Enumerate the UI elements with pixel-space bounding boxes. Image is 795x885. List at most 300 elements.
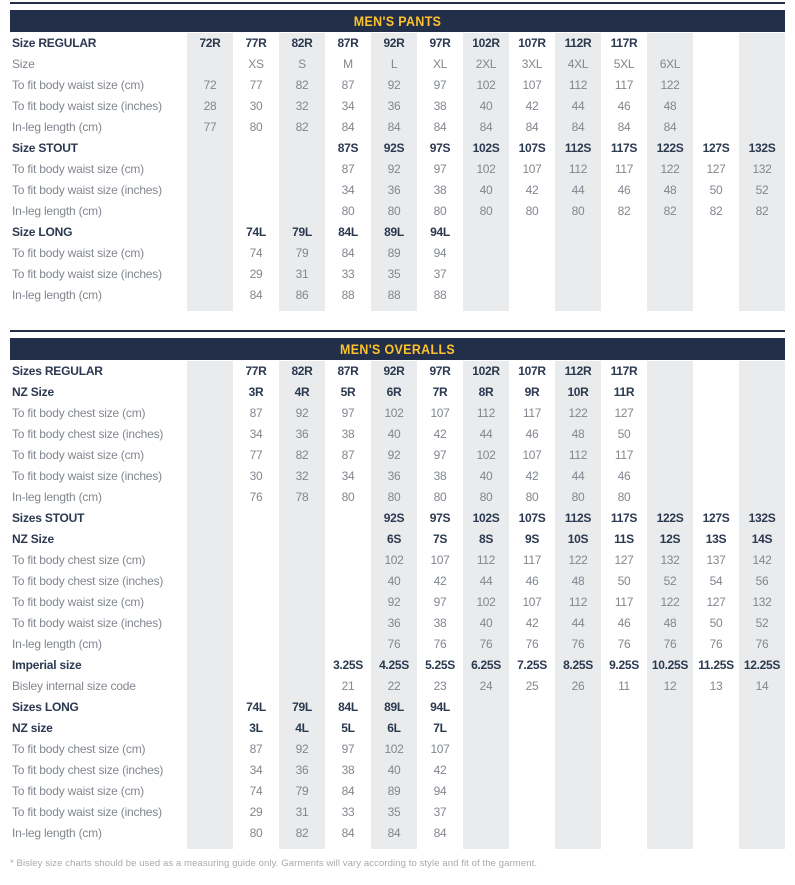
size-cell: 92 [371, 445, 417, 466]
size-cell [187, 802, 233, 823]
size-cell [279, 180, 325, 201]
size-cell: 3R [248, 385, 264, 399]
size-cell [739, 487, 785, 508]
size-cell: 94L [430, 225, 450, 239]
size-cell: 80 [341, 490, 355, 504]
size-cell: 92S [371, 508, 417, 529]
size-cell: 102 [463, 445, 509, 466]
size-cell [739, 117, 785, 138]
size-cell: 74L [246, 225, 266, 239]
size-cell [187, 138, 233, 159]
row-label: In-leg length (cm) [12, 826, 102, 840]
size-cell: 44 [555, 466, 601, 487]
size-cell [279, 571, 325, 592]
size-cell [693, 403, 739, 424]
size-cell: 52 [647, 571, 693, 592]
row-label: To fit body chest size (cm) [12, 406, 146, 420]
size-cell: 80 [463, 201, 509, 222]
size-cell: 12 [647, 676, 693, 697]
row-label: NZ size [12, 721, 53, 735]
size-cell [279, 613, 325, 634]
size-cell [647, 424, 693, 445]
size-cell [647, 844, 693, 849]
size-cell: 23 [433, 679, 447, 693]
size-cell: 142 [739, 550, 785, 571]
mens-pants-table-body [10, 33, 785, 311]
size-group-row [10, 529, 785, 550]
size-cell [693, 466, 739, 487]
size-cell: 87R [337, 364, 359, 378]
size-cell: 9S [524, 532, 540, 546]
row-label: Sizes REGULAR [12, 364, 103, 378]
size-cell: M [343, 57, 353, 71]
size-cell: 38 [433, 183, 447, 197]
size-cell: 50 [617, 574, 631, 588]
footnote: * Bisley size charts should be used as a measuring guide only. Garments will vary according to style and fit of the garment. [10, 858, 538, 869]
size-cell: 32 [279, 96, 325, 117]
size-cell: 46 [525, 427, 539, 441]
row-label: Size STOUT [12, 141, 78, 155]
size-cell [233, 529, 279, 550]
size-cell [279, 676, 325, 697]
size-cell: 4XL [555, 54, 601, 75]
size-cell: 31 [279, 264, 325, 285]
size-cell [555, 264, 601, 285]
size-cell: 84L [338, 225, 358, 239]
size-cell [187, 201, 233, 222]
size-cell: 80 [341, 204, 355, 218]
size-cell [463, 306, 509, 311]
size-cell [279, 159, 325, 180]
size-cell: 76 [525, 637, 539, 651]
size-cell: 97 [433, 595, 447, 609]
size-cell: 82 [739, 201, 785, 222]
size-cell: 107R [518, 36, 546, 50]
size-cell: 46 [617, 469, 631, 483]
size-cell [187, 739, 233, 760]
size-cell [647, 243, 693, 264]
size-cell: 10R [555, 382, 601, 403]
size-cell: 35 [371, 802, 417, 823]
size-cell: 74L [246, 700, 266, 714]
size-cell: 77R [245, 364, 267, 378]
size-cell [693, 802, 739, 823]
size-cell: 3L [249, 721, 263, 735]
size-cell: L [371, 54, 417, 75]
size-cell: 36 [371, 180, 417, 201]
size-cell: 87R [337, 36, 359, 50]
size-cell: 76 [647, 634, 693, 655]
size-cell [509, 285, 555, 306]
size-cell [187, 697, 233, 718]
size-cell [693, 424, 739, 445]
size-cell: 6S [371, 529, 417, 550]
size-cell: 87 [341, 448, 355, 462]
size-cell: 97S [429, 511, 451, 525]
size-cell: 77 [249, 448, 263, 462]
size-cell [463, 781, 509, 802]
size-cell: 117 [614, 78, 634, 92]
size-cell: 40 [463, 613, 509, 634]
size-cell [555, 285, 601, 306]
size-cell [555, 718, 601, 739]
size-cell: 42 [525, 616, 539, 630]
table-top-rule [10, 330, 785, 332]
size-cell: 9.25S [609, 658, 639, 672]
size-cell: 42 [525, 183, 539, 197]
measurement-row [10, 634, 785, 655]
size-cell [325, 508, 371, 529]
size-cell [693, 781, 739, 802]
size-cell [739, 424, 785, 445]
measurement-row [10, 75, 785, 96]
size-cell [693, 75, 739, 96]
size-cell: 42 [525, 99, 539, 113]
size-cell [739, 54, 785, 75]
mens-overalls-header-bar [10, 338, 785, 360]
size-cell [187, 613, 233, 634]
size-cell: 97 [341, 742, 355, 756]
size-cell [739, 781, 785, 802]
size-cell [187, 243, 233, 264]
size-cell [509, 243, 555, 264]
size-cell [187, 445, 233, 466]
row-label: Sizes LONG [12, 700, 79, 714]
size-cell: 56 [739, 571, 785, 592]
size-cell: 88 [433, 288, 447, 302]
row-label: Imperial size [12, 658, 82, 672]
size-cell: 48 [555, 424, 601, 445]
row-label: To fit body waist size (cm) [12, 246, 144, 260]
size-cell: 102S [463, 508, 509, 529]
size-cell: 76 [555, 634, 601, 655]
row-label: To fit body waist size (inches) [12, 469, 162, 483]
size-cell [693, 382, 739, 403]
size-cell [233, 138, 279, 159]
size-cell: 44 [555, 96, 601, 117]
row-label: To fit body waist size (cm) [12, 448, 144, 462]
size-cell [647, 781, 693, 802]
size-cell: 88 [371, 285, 417, 306]
size-cell: 84 [341, 826, 355, 840]
size-cell: 84 [371, 117, 417, 138]
size-cell [693, 33, 739, 54]
size-cell: 102 [463, 75, 509, 96]
size-cell [693, 285, 739, 306]
size-cell: 11 [618, 679, 630, 693]
size-cell [187, 718, 233, 739]
size-cell: 117 [614, 162, 634, 176]
size-cell [509, 760, 555, 781]
size-cell: 11.25S [698, 658, 734, 672]
size-cell [187, 844, 233, 849]
size-cell [233, 508, 279, 529]
size-cell: 78 [279, 487, 325, 508]
size-cell: 132 [647, 550, 693, 571]
size-cell [187, 571, 233, 592]
size-cell: 5.25S [425, 658, 455, 672]
table-title: MEN'S OVERALLS [339, 341, 456, 357]
row-label: To fit body waist size (inches) [12, 267, 162, 281]
size-cell: 36 [371, 466, 417, 487]
size-cell: 46 [617, 99, 631, 113]
size-cell: 52 [739, 613, 785, 634]
measurement-row [10, 117, 785, 138]
size-cell: 112R [555, 361, 601, 382]
size-cell: 117R [610, 36, 638, 50]
size-cell [463, 285, 509, 306]
measurement-row [10, 823, 785, 844]
row-label: To fit body chest size (cm) [12, 553, 146, 567]
size-cell: 14 [739, 676, 785, 697]
size-cell: 7R [432, 385, 448, 399]
size-cell: 76 [617, 637, 631, 651]
size-group-row [10, 33, 785, 54]
size-cell: 97R [429, 36, 451, 50]
size-cell: 9R [524, 385, 540, 399]
size-cell [509, 306, 555, 311]
size-cell: 7S [432, 532, 448, 546]
size-cell: 82R [279, 33, 325, 54]
size-cell: 12.25S [739, 655, 785, 676]
size-cell [325, 613, 371, 634]
size-cell [279, 592, 325, 613]
size-cell [601, 823, 647, 844]
size-cell: 102R [463, 361, 509, 382]
size-group-row [10, 697, 785, 718]
size-cell [233, 844, 279, 849]
size-cell [601, 739, 647, 760]
size-cell: 82 [279, 75, 325, 96]
size-cell: XS [248, 57, 264, 71]
row-label [10, 844, 187, 849]
size-cell: 48 [647, 613, 693, 634]
size-cell: 34 [341, 99, 355, 113]
size-cell: 82 [709, 204, 723, 218]
size-cell: 132 [739, 592, 785, 613]
size-cell: 92S [371, 138, 417, 159]
size-cell: 112S [555, 138, 601, 159]
size-cell [325, 550, 371, 571]
size-cell: 102 [463, 592, 509, 613]
size-cell: 117 [522, 406, 542, 420]
size-cell [233, 550, 279, 571]
size-cell [693, 96, 739, 117]
size-cell: 107 [522, 162, 542, 176]
measurement-row [10, 760, 785, 781]
size-cell [693, 718, 739, 739]
size-cell [739, 222, 785, 243]
measurement-row [10, 285, 785, 306]
size-cell: 5L [341, 721, 355, 735]
size-cell [601, 718, 647, 739]
measurement-row [10, 424, 785, 445]
size-cell: 89L [371, 697, 417, 718]
size-cell [647, 222, 693, 243]
row-label: Size REGULAR [12, 36, 97, 50]
size-cell [233, 613, 279, 634]
size-cell [233, 592, 279, 613]
size-cell [555, 823, 601, 844]
row-label: Size [12, 57, 35, 71]
size-cell: 122 [555, 550, 601, 571]
size-cell [601, 222, 647, 243]
size-cell: 3XL [521, 57, 543, 71]
size-cell [325, 592, 371, 613]
row-label: To fit body waist size (cm) [12, 595, 144, 609]
mens-overalls-table [10, 330, 785, 849]
row-label: Sizes STOUT [12, 511, 85, 525]
row-label: To fit body waist size (cm) [12, 78, 144, 92]
size-cell [739, 445, 785, 466]
size-cell: 28 [187, 96, 233, 117]
size-cell: 102 [371, 550, 417, 571]
size-cell: 94 [433, 784, 447, 798]
size-cell [693, 445, 739, 466]
size-cell [601, 802, 647, 823]
size-cell: 6L [371, 718, 417, 739]
measurement-row [10, 96, 785, 117]
size-cell [693, 760, 739, 781]
size-cell [693, 264, 739, 285]
size-cell [187, 529, 233, 550]
size-cell [325, 634, 371, 655]
size-cell [417, 306, 463, 311]
size-cell [601, 306, 647, 311]
size-cell: 80 [617, 490, 631, 504]
size-cell [279, 655, 325, 676]
size-cell: 107S [518, 511, 546, 525]
size-cell: 5XL [613, 57, 635, 71]
size-cell [187, 382, 233, 403]
size-cell: 35 [371, 264, 417, 285]
size-cell: 84 [555, 117, 601, 138]
size-cell: 13 [709, 679, 723, 693]
size-cell [647, 739, 693, 760]
size-cell [463, 264, 509, 285]
size-cell [187, 823, 233, 844]
size-cell [233, 180, 279, 201]
size-cell: 89L [371, 222, 417, 243]
size-cell: 40 [463, 96, 509, 117]
size-cell [739, 96, 785, 117]
mens-pants-table [10, 0, 785, 311]
size-group-row [10, 361, 785, 382]
size-cell: 112S [555, 508, 601, 529]
size-cell [371, 306, 417, 311]
row-label: In-leg length (cm) [12, 490, 102, 504]
size-cell: 30 [249, 99, 263, 113]
size-cell [279, 529, 325, 550]
size-cell: 37 [433, 267, 447, 281]
row-label: NZ Size [12, 532, 54, 546]
size-cell: 46 [617, 183, 631, 197]
size-cell: 46 [525, 574, 539, 588]
size-cell [739, 382, 785, 403]
size-cell: 10.25S [647, 655, 693, 676]
size-cell [371, 844, 417, 849]
size-cell: 84 [341, 246, 355, 260]
column-band-spacer [10, 844, 785, 849]
measurement-row [10, 571, 785, 592]
size-cell: 132S [739, 508, 785, 529]
size-cell [647, 697, 693, 718]
size-cell: 122 [647, 75, 693, 96]
size-cell: 82R [279, 361, 325, 382]
size-cell: 79 [279, 781, 325, 802]
size-cell: 122S [647, 508, 693, 529]
size-cell: 80 [249, 120, 263, 134]
size-cell: 84 [617, 120, 631, 134]
size-cell: 34 [249, 427, 263, 441]
column-band-spacer [10, 306, 785, 311]
size-cell [693, 54, 739, 75]
size-cell: 127S [702, 141, 730, 155]
size-cell: 102S [463, 138, 509, 159]
measurement-row [10, 445, 785, 466]
size-cell: 10S [555, 529, 601, 550]
size-cell: 6XL [647, 54, 693, 75]
size-cell [693, 117, 739, 138]
size-cell: 77 [249, 78, 263, 92]
size-cell: 80 [433, 490, 447, 504]
size-cell: 97 [433, 78, 447, 92]
size-cell: 94L [430, 700, 450, 714]
size-cell: 132S [739, 138, 785, 159]
size-cell: 97S [429, 141, 451, 155]
row-label: Bisley internal size code [12, 679, 136, 693]
size-cell [233, 306, 279, 311]
size-cell: 107 [430, 406, 450, 420]
size-cell [647, 718, 693, 739]
size-cell: 40 [371, 424, 417, 445]
size-cell: 22 [371, 676, 417, 697]
size-cell: 107 [430, 742, 450, 756]
measurement-row [10, 180, 785, 201]
size-cell: 72R [187, 33, 233, 54]
size-cell: 54 [709, 574, 723, 588]
size-cell: 74 [249, 246, 263, 260]
size-group-row [10, 655, 785, 676]
size-cell [693, 739, 739, 760]
size-cell: 5R [340, 385, 356, 399]
measurement-row [10, 159, 785, 180]
size-cell [463, 243, 509, 264]
size-cell: 122 [647, 592, 693, 613]
size-cell [187, 592, 233, 613]
measurement-row [10, 403, 785, 424]
size-cell: 127S [702, 511, 730, 525]
size-cell: 36 [371, 96, 417, 117]
size-cell: 76 [433, 637, 447, 651]
size-cell [187, 306, 233, 311]
size-cell: 42 [433, 427, 447, 441]
size-cell: 6R [371, 382, 417, 403]
size-cell [187, 634, 233, 655]
size-cell: 44 [555, 613, 601, 634]
size-cell: 97 [433, 162, 447, 176]
size-cell: 34 [341, 183, 355, 197]
size-cell [647, 445, 693, 466]
size-cell: 79L [279, 697, 325, 718]
size-cell [233, 159, 279, 180]
row-label: To fit body chest size (inches) [12, 763, 164, 777]
size-cell: 11R [613, 385, 635, 399]
row-label: To fit body waist size (cm) [12, 784, 144, 798]
size-cell: 79 [279, 243, 325, 264]
size-cell [187, 781, 233, 802]
size-cell [601, 243, 647, 264]
